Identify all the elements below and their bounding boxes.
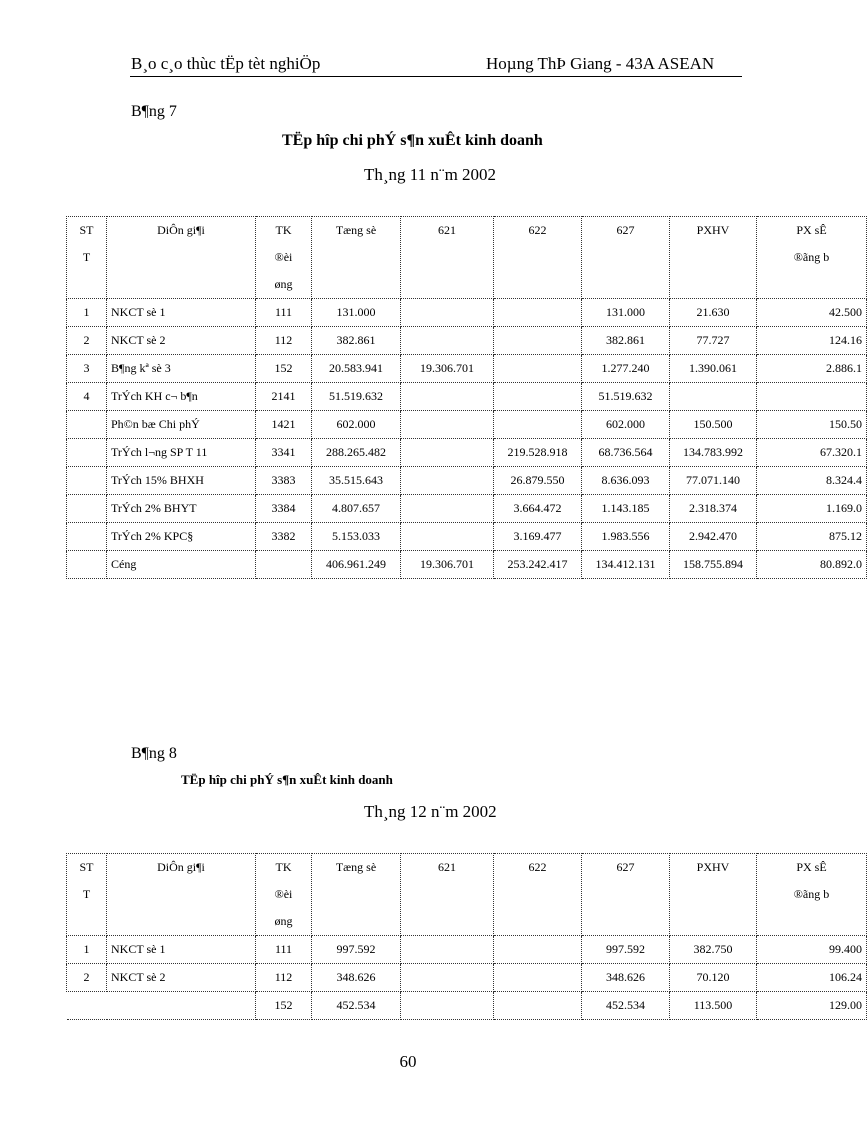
table7-subtitle: Th¸ng 11 n¨m 2002 <box>364 165 497 184</box>
header-account-line: øng <box>274 277 293 291</box>
cell-pxhv: 2.318.374 <box>670 495 757 523</box>
table-row <box>67 467 867 495</box>
cell-622: 3.169.477 <box>494 523 582 551</box>
table-header-row <box>67 854 867 936</box>
cell-627: 8.636.093 <box>582 467 670 495</box>
cell-622 <box>494 355 582 383</box>
cell-px: 129.00 <box>757 992 867 1020</box>
cell-px: 42.500 <box>757 299 867 327</box>
cell-622 <box>494 299 582 327</box>
cell-621 <box>401 327 494 355</box>
cell-px: 80.892.0 <box>757 551 867 579</box>
cell-merged-empty <box>67 992 256 1020</box>
cell-621 <box>401 964 494 992</box>
table8-wrapper <box>66 853 862 1019</box>
header-621: 621 <box>401 854 494 936</box>
cell-622 <box>494 383 582 411</box>
table8-title: TËp hîp chi phÝ s¶n xuÊt kinh doanh <box>181 772 393 787</box>
header-account-line: TK <box>275 860 292 874</box>
cell-pxhv: 150.500 <box>670 411 757 439</box>
cell-622 <box>494 992 582 1020</box>
header-stt-line: T <box>82 887 91 901</box>
cell-621 <box>401 936 494 964</box>
cell-px: 150.50 <box>757 411 867 439</box>
header-account-line: TK <box>275 223 292 237</box>
cell-stt: 1 <box>67 936 107 964</box>
cell-account: 152 <box>256 992 312 1020</box>
cell-627: 68.736.564 <box>582 439 670 467</box>
table-row <box>67 992 867 1020</box>
cell-description: TrÝch KH c¬ b¶n <box>107 383 256 411</box>
cell-622: 3.664.472 <box>494 495 582 523</box>
cell-px: 2.886.1 <box>757 355 867 383</box>
cell-stt: 2 <box>67 964 107 992</box>
cell-622: 26.879.550 <box>494 467 582 495</box>
cell-total: 131.000 <box>312 299 401 327</box>
table-row <box>67 439 867 467</box>
cell-stt <box>67 411 107 439</box>
table-row <box>67 299 867 327</box>
cell-account: 1421 <box>256 411 312 439</box>
cell-pxhv: 77.071.140 <box>670 467 757 495</box>
cell-627: 348.626 <box>582 964 670 992</box>
cell-account: 2141 <box>256 383 312 411</box>
cell-627: 452.534 <box>582 992 670 1020</box>
table-row <box>67 495 867 523</box>
cell-627: 602.000 <box>582 411 670 439</box>
header-px <box>757 217 867 299</box>
cell-627: 131.000 <box>582 299 670 327</box>
cell-total: 35.515.643 <box>312 467 401 495</box>
cell-description: TrÝch 15% BHXH <box>107 467 256 495</box>
table-row <box>67 355 867 383</box>
cell-stt <box>67 523 107 551</box>
cell-account: 111 <box>256 299 312 327</box>
cell-total: 452.534 <box>312 992 401 1020</box>
header-stt-line: ST <box>79 860 94 874</box>
header-stt <box>67 854 107 936</box>
cell-account: 3383 <box>256 467 312 495</box>
cell-description: TrÝch l¬ng SP T 11 <box>107 439 256 467</box>
cell-pxhv: 70.120 <box>670 964 757 992</box>
running-header-right: Hoµng ThÞ Giang - 43A ASEAN <box>486 54 715 73</box>
header-account-line: ®èi <box>274 250 293 264</box>
cell-px: 1.169.0 <box>757 495 867 523</box>
cell-px: 8.324.4 <box>757 467 867 495</box>
cell-px: 106.24 <box>757 964 867 992</box>
running-header-left: B¸o c¸o thùc tËp tèt nghiÖp <box>131 54 321 73</box>
header-rule <box>130 76 742 77</box>
cell-stt <box>67 439 107 467</box>
header-description: DiÔn gi¶i <box>107 217 256 299</box>
table8-label: B¶ng 8 <box>131 745 177 762</box>
header-627: 627 <box>582 854 670 936</box>
table-header-row <box>67 217 867 299</box>
cell-627: 1.983.556 <box>582 523 670 551</box>
header-621: 621 <box>401 217 494 299</box>
cell-description: B¶ng kª sè 3 <box>107 355 256 383</box>
cell-621: 19.306.701 <box>401 551 494 579</box>
cell-621 <box>401 467 494 495</box>
cell-pxhv: 158.755.894 <box>670 551 757 579</box>
cell-622 <box>494 936 582 964</box>
cell-627: 51.519.632 <box>582 383 670 411</box>
cell-622: 253.242.417 <box>494 551 582 579</box>
cell-pxhv: 2.942.470 <box>670 523 757 551</box>
cell-627: 997.592 <box>582 936 670 964</box>
cell-pxhv: 382.750 <box>670 936 757 964</box>
cell-total: 348.626 <box>312 964 401 992</box>
cell-pxhv: 1.390.061 <box>670 355 757 383</box>
header-px-line: ®ãng b <box>793 250 830 264</box>
page-number: 60 <box>399 1052 417 1071</box>
table7-title: TËp hîp chi phÝ s¶n xuÊt kinh doanh <box>282 132 543 149</box>
cell-total: 288.265.482 <box>312 439 401 467</box>
header-627: 627 <box>582 217 670 299</box>
cell-627: 382.861 <box>582 327 670 355</box>
cell-description: Ph©n bæ Chi phÝ <box>107 411 256 439</box>
header-622: 622 <box>494 854 582 936</box>
cell-account: 111 <box>256 936 312 964</box>
header-description: DiÔn gi¶i <box>107 854 256 936</box>
cell-stt: 3 <box>67 355 107 383</box>
header-total: Tæng sè <box>312 217 401 299</box>
cell-621 <box>401 439 494 467</box>
cell-622 <box>494 327 582 355</box>
cell-total: 997.592 <box>312 936 401 964</box>
header-account-line: ®èi <box>274 887 293 901</box>
cell-total: 20.583.941 <box>312 355 401 383</box>
header-stt-line: T <box>82 250 91 264</box>
cell-stt <box>67 467 107 495</box>
table-row <box>67 936 867 964</box>
cell-stt: 2 <box>67 327 107 355</box>
cell-px: 67.320.1 <box>757 439 867 467</box>
header-account-line: øng <box>274 914 293 928</box>
cell-account: 112 <box>256 964 312 992</box>
header-pxhv: PXHV <box>670 854 757 936</box>
header-account <box>256 854 312 936</box>
cell-px: 875.12 <box>757 523 867 551</box>
cell-total: 4.807.657 <box>312 495 401 523</box>
cell-description: TrÝch 2% BHYT <box>107 495 256 523</box>
cell-account: 3341 <box>256 439 312 467</box>
cell-stt <box>67 495 107 523</box>
cell-total: 382.861 <box>312 327 401 355</box>
cell-622: 219.528.918 <box>494 439 582 467</box>
cell-pxhv <box>670 383 757 411</box>
cell-621 <box>401 299 494 327</box>
table-row <box>67 383 867 411</box>
table-row <box>67 411 867 439</box>
cell-description: NKCT sè 2 <box>107 964 256 992</box>
cell-622 <box>494 964 582 992</box>
cell-621 <box>401 495 494 523</box>
cell-627: 1.277.240 <box>582 355 670 383</box>
table-row <box>67 964 867 992</box>
cell-px: 124.16 <box>757 327 867 355</box>
cell-627: 1.143.185 <box>582 495 670 523</box>
cell-pxhv: 77.727 <box>670 327 757 355</box>
cell-account: 3382 <box>256 523 312 551</box>
cell-account: 3384 <box>256 495 312 523</box>
header-622: 622 <box>494 217 582 299</box>
table-row <box>67 327 867 355</box>
cell-stt <box>67 551 107 579</box>
cell-621 <box>401 523 494 551</box>
table-row <box>67 551 867 579</box>
cell-description: Céng <box>107 551 256 579</box>
cell-621 <box>401 411 494 439</box>
cell-px <box>757 383 867 411</box>
cell-stt: 1 <box>67 299 107 327</box>
table-row <box>67 523 867 551</box>
table8-subtitle: Th¸ng 12 n¨m 2002 <box>364 802 497 821</box>
cell-account: 152 <box>256 355 312 383</box>
table7-label: B¶ng 7 <box>131 103 177 120</box>
header-stt-line: ST <box>79 223 94 237</box>
cell-px: 99.400 <box>757 936 867 964</box>
cell-622 <box>494 411 582 439</box>
cell-627: 134.412.131 <box>582 551 670 579</box>
header-account <box>256 217 312 299</box>
cell-stt: 4 <box>67 383 107 411</box>
cell-total: 602.000 <box>312 411 401 439</box>
cell-621 <box>401 992 494 1020</box>
table7 <box>66 216 867 579</box>
header-total: Tæng sè <box>312 854 401 936</box>
cell-total: 406.961.249 <box>312 551 401 579</box>
header-px-line: PX sÊ <box>796 860 827 874</box>
cell-description: NKCT sè 1 <box>107 936 256 964</box>
cell-621 <box>401 383 494 411</box>
table8 <box>66 853 867 1020</box>
cell-description: NKCT sè 2 <box>107 327 256 355</box>
cell-pxhv: 21.630 <box>670 299 757 327</box>
cell-total: 5.153.033 <box>312 523 401 551</box>
table7-wrapper <box>66 216 862 578</box>
cell-pxhv: 113.500 <box>670 992 757 1020</box>
cell-account: 112 <box>256 327 312 355</box>
cell-total: 51.519.632 <box>312 383 401 411</box>
header-px <box>757 854 867 936</box>
header-px-line: ®ãng b <box>793 887 830 901</box>
cell-621: 19.306.701 <box>401 355 494 383</box>
header-pxhv: PXHV <box>670 217 757 299</box>
header-px-line: PX sÊ <box>796 223 827 237</box>
cell-pxhv: 134.783.992 <box>670 439 757 467</box>
cell-description: NKCT sè 1 <box>107 299 256 327</box>
header-stt <box>67 217 107 299</box>
cell-description: TrÝch 2% KPC§ <box>107 523 256 551</box>
cell-account <box>256 551 312 579</box>
